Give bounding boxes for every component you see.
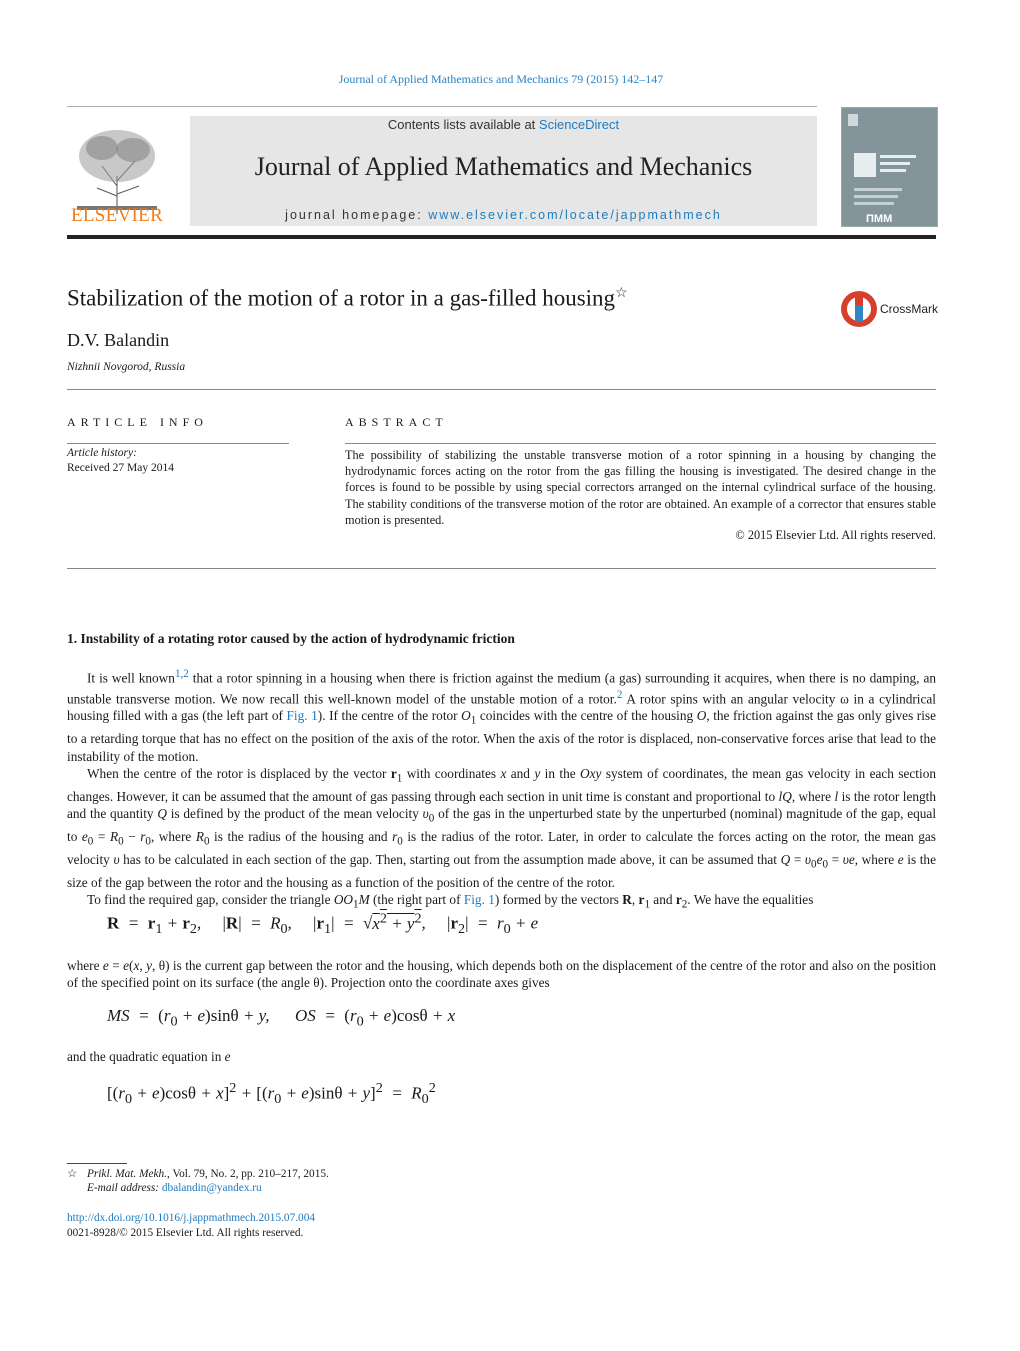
journal-homepage	[190, 208, 817, 222]
section-1-body	[67, 666, 936, 914]
abstract-copyright: © 2015 Elsevier Ltd. All rights reserved.	[735, 528, 936, 542]
abstract-heading: ABSTRACT	[345, 415, 448, 429]
homepage-link[interactable]: www.elsevier.com/locate/jappmathmech	[428, 208, 722, 222]
paragraph-3: To find the required gap, consider the triangle $OO_1M$ (the right part of Fig. 1) formed by the vectors R, $r_1$ and $r_2$. We have the equalities	[87, 892, 814, 912]
footnote-mark: ☆	[67, 1168, 78, 1180]
equation-projections: MS = $(r_0 + e)\sin\theta + y$, OS = $(r_0 + e)\cos\theta + x$	[107, 1006, 456, 1030]
abstract-bottom-divider	[67, 568, 936, 569]
crossmark-badge[interactable]	[840, 290, 938, 328]
equation-vectors: $R = r_1 + r_2$, $|R| = R_0$, $|r_1| = √x^2 + y^2$, $|r_2| = r_0 + e$	[107, 910, 539, 938]
article-title	[67, 285, 628, 312]
title-divider	[67, 389, 936, 390]
journal-citation[interactable]: Journal of Applied Mathematics and Mechanics 79 (2015) 142–147	[338, 72, 664, 86]
footnote-original	[67, 1167, 329, 1180]
article-info-divider	[67, 443, 289, 444]
article-title-text: Stabilization of the motion of a rotor in a gas-filled housing	[67, 285, 616, 311]
abstract-text: The possibility of stabilizing the unstable transverse motion of a rotor spinning in a housing by changing the hydrodynamic forces acting on the rotor from the gas filling the housing is investigated. The desired change in the forces is found to be possible by using special correctors arranged on the internal cylindrical surface of the housing. The stability conditions of the transverse motion of the rotor are obtained. An example of a corrector that ensures stable motion is presented.	[345, 448, 936, 527]
paragraph-2: When the centre of the rotor is displaced by the vector $r_1$ with coordinates x and y in the Oxy system of coordinates, the mean gas velocity in each section changes. However, it can be assumed that the amount of gas passing through each section in unit time is constant and proportional to lQ, where l is the rotor length and the quantity Q is defined by the product of the mean velocity $\upsilon_0$ of the gas in the unperturbed state by the unperturbed (nominal) magnitude of the gap, equal to $e_0 = R_0 - r_0$, where $R_0$ is the radius of the housing and $r_0$ is the radius of the rotor. Later, in order to calculate the forces acting on the rotor, the mean gas velocity υ has to be calculated in each section of the gap. Then, starting out from the assumption made above, it can be assumed that $Q = \upsilon_0e_0 = \upsilon e$, where e is the size of the gap between the rotor and the housing as a function of the position of the centre of the rotor.	[67, 765, 937, 891]
fig-1-link-2[interactable]: Fig. 1	[463, 892, 495, 908]
paragraph-quadratic: and the quadratic equation in e	[67, 1049, 231, 1064]
title-footnote-mark[interactable]: ☆	[615, 286, 628, 301]
doi-link[interactable]: http://dx.doi.org/10.1016/j.jappmathmech.2015.07.004	[67, 1212, 315, 1224]
section-1-heading: 1. Instability of a rotating rotor caused by the action of hydrodynamic friction	[67, 631, 515, 646]
article-history-label: Article history:	[67, 447, 137, 459]
contents-line	[190, 117, 817, 132]
footnote-divider	[67, 1163, 127, 1164]
crossmark-label: CrossMark	[880, 302, 939, 316]
cover-label: ПММ	[866, 213, 893, 225]
footnote-details: , Vol. 79, No. 2, pp. 210–217, 2015.	[167, 1168, 329, 1180]
author-affiliation: Nizhnii Novgorod, Russia	[67, 361, 186, 373]
issn-line: 0021-8928/© 2015 Elsevier Ltd. All rights reserved.	[67, 1227, 304, 1239]
footnote-email	[67, 1182, 262, 1194]
email-label: E-mail address:	[87, 1182, 162, 1194]
received-date: Received 27 May 2014	[67, 462, 174, 474]
elsevier-wordmark: ELSEVIER	[70, 205, 164, 226]
sciencedirect-link[interactable]: ScienceDirect	[538, 117, 620, 132]
paragraph-where: where e = e(x, y, θ) is the current gap between the rotor and the housing, which depends both on the displacement of the centre of the rotor and also on the position of the specified point on its surface (the angle θ). Projection onto the coordinate axes gives	[67, 958, 936, 991]
email-link[interactable]: dbalandin@yandex.ru	[161, 1182, 262, 1194]
footnote-journal: Prikl. Mat. Mekh.	[87, 1168, 167, 1180]
journal-title: Journal of Applied Mathematics and Mechanics	[254, 152, 753, 181]
ref-link-1-2[interactable]: 1,2	[174, 668, 189, 680]
fig-1-link[interactable]: Fig. 1	[286, 708, 318, 724]
abstract-divider	[345, 443, 936, 444]
top-divider	[67, 106, 817, 107]
article-info-heading: ARTICLE INFO	[67, 415, 208, 429]
contents-prefix: Contents lists available at	[387, 117, 539, 132]
paragraph-1: It is well known$^{1,2}$ that a rotor spinning in a housing when there is friction against the medium (a gas) surrounding it acquires, when there is no damping, an unstable transverse motion. We now recall this well-known model of the unstable motion of a rotor.$^2$ A rotor spins with an angular velocity ω in a cylindrical housing filled with a gas (the left part of Fig. 1). If the centre of the rotor $O_1$ coincides with the centre of the housing O, the friction against the gas only gives rise to a retarding torque that has no effect on the position of the axis of the rotor. When the axis of the rotor is displaced, non-conservative forces arise that lead to the instability of the motion.	[67, 668, 936, 764]
author-name: D.V. Balandin	[67, 330, 170, 350]
homepage-label: journal homepage:	[285, 208, 429, 222]
crossmark-icon	[840, 290, 878, 328]
header-divider	[67, 235, 936, 239]
journal-cover-thumbnail[interactable]	[841, 107, 938, 227]
equation-quadratic: $[(r_0 + e)\cos\theta + x]^2 + [(r_0 + e)\sin\theta + y]^2 = R_0^2$	[107, 1080, 436, 1108]
ref-link-2[interactable]: 2	[616, 688, 623, 701]
